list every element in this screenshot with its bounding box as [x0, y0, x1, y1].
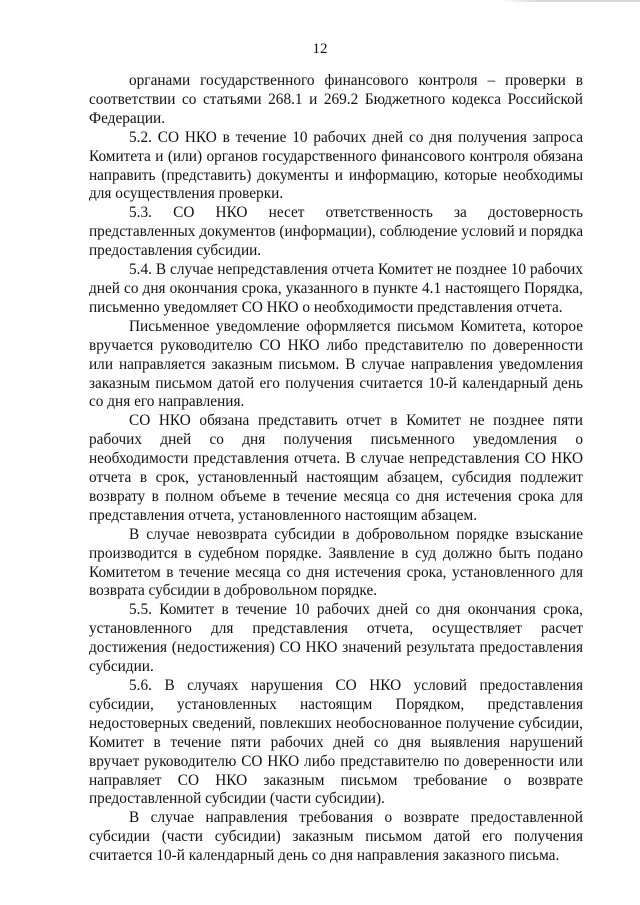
paragraph-5-4: 5.4. В случае непредставления отчета Комитет не позднее 10 рабочих дней со дня окончания срока, указанного в пункте 4.1 настоящего Порядка, письменно уведомляет СО НКО о необходимости представления отчета.	[89, 261, 583, 316]
paragraph-5-6: 5.6. В случаях нарушения СО НКО условий предоставления субсидии, установленных настоящим Порядком, представления недостоверных сведений, повлекших необоснованное получение субсидии, Комитет в течение пяти рабочих дней со дня выявления нарушений вручает руководителю СО НКО либо представителю по доверенности или направляет СО НКО заказным письмом требование о возврате предоставленной субсидии (части субсидии).	[89, 677, 583, 808]
paragraph-5-3: 5.3. СО НКО несет ответственность за достоверность представленных документов (информации), соблюдение условий и порядка предоставления субсидии.	[89, 204, 583, 260]
paragraph-5-2: 5.2. СО НКО в течение 10 рабочих дней со дня получения запроса Комитета и (или) органов государственного финансового контроля обязана направить (представить) документы и информацию, которые необходимы для осуществления проверки.	[89, 128, 583, 203]
paragraph-court-recovery: В случае невозврата субсидии в добровольном порядке взыскание производится в судебном порядке. Заявление в суд должно быть подано Комитетом в течение месяца со дня истечения срока, установленного для возврата субсидии в добровольном порядке.	[89, 525, 583, 600]
document-body	[89, 72, 583, 866]
page-number: 12	[312, 41, 328, 57]
paragraph-5-5: 5.5. Комитет в течение 10 рабочих дней со дня окончания срока, установленного для представления отчета, осуществляет расчет достижения (недостижения) СО НКО значений результата предоставления субсидии.	[89, 601, 583, 676]
paragraph-written-notice: Письменное уведомление оформляется письмом Комитета, которое вручается руководителю СО НКО либо представителю по доверенности или направляется заказным письмом. В случае направления уведомления заказным письмом датой его получения считается 10-й календарный день со дня его направления.	[89, 317, 583, 411]
paragraph-continuation: органами государственного финансового контроля – проверки в соответствии со статьями 268.1 и 269.2 Бюджетного кодекса Российской Федерации.	[89, 72, 583, 127]
paragraph-refund-demand: В случае направления требования о возврате предоставленной субсидии (части субсидии) заказным письмом датой его получения считается 10-й календарный день со дня направления заказного письма.	[89, 809, 583, 865]
scan-edge-mark	[500, 0, 640, 2]
paragraph-report-deadline: СО НКО обязана представить отчет в Комитет не позднее пяти рабочих дней со дня получения письменного уведомления о необходимости представления отчета. В случае непредставления СО НКО отчета в срок, установленный настоящим абзацем, субсидия подлежит возврату в полном объеме в течение месяца со дня истечения срока для представления отчета, установленного настоящим абзацем.	[89, 412, 583, 524]
